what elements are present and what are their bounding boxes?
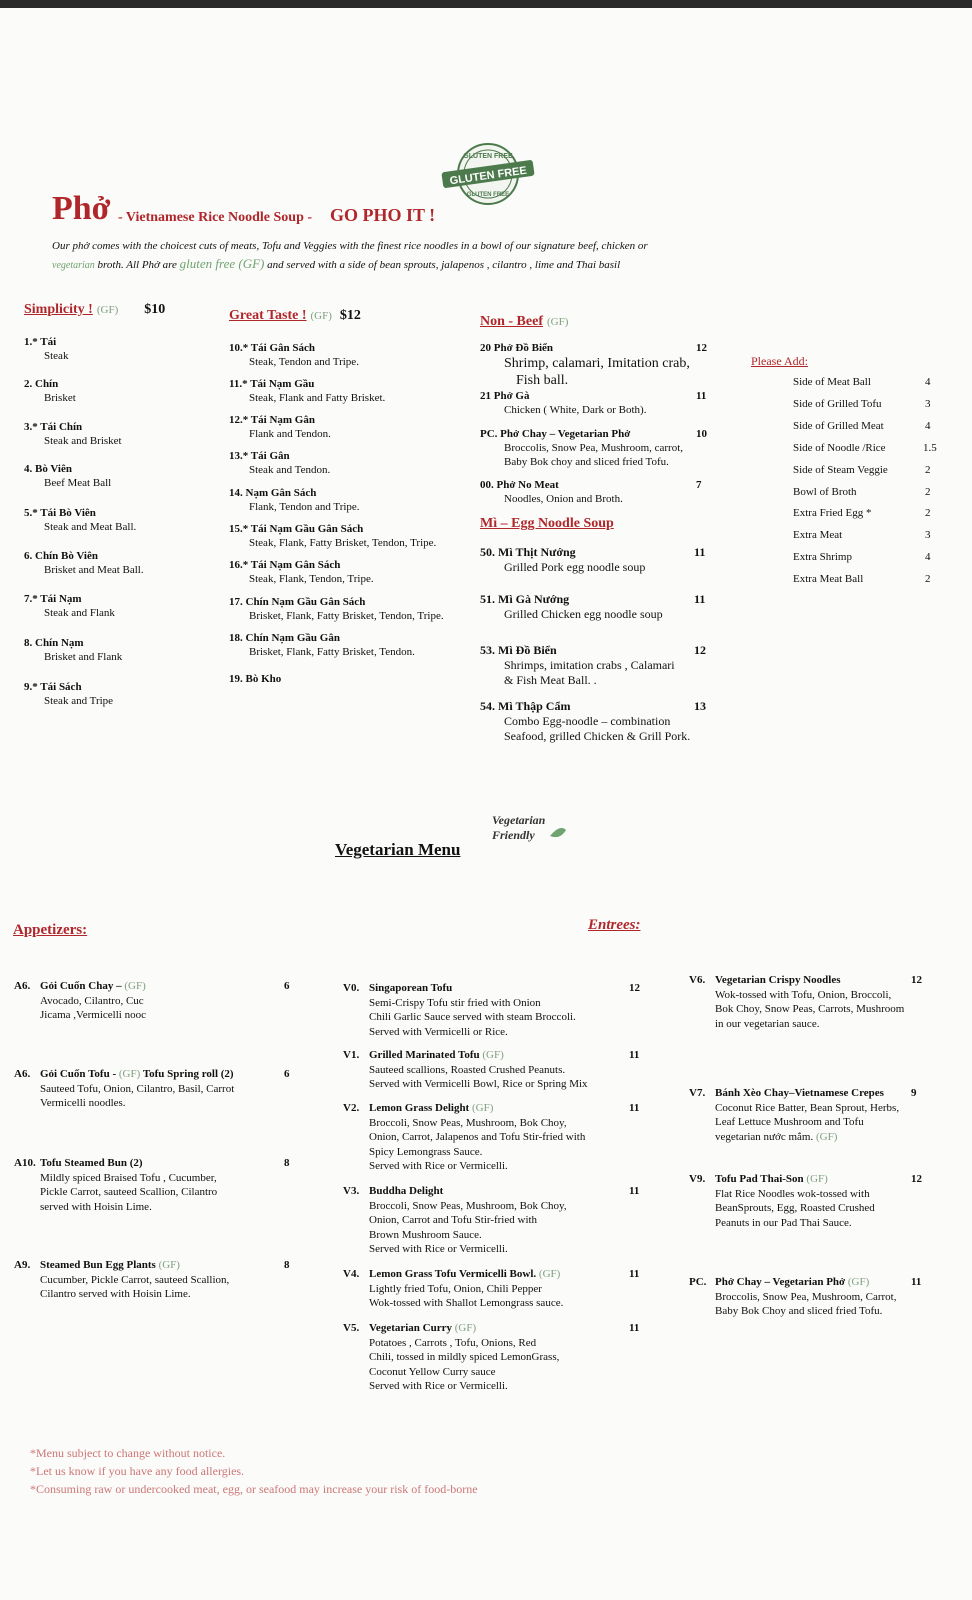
veg-item-price: 8	[284, 1157, 290, 1169]
menu-item-desc: Steak, Flank and Fatty Brisket.	[249, 392, 386, 404]
menu-item-name: 54. Mì Thập Cẩm	[480, 699, 571, 713]
menu-item	[24, 680, 214, 708]
veg-item-header	[14, 1258, 284, 1273]
menu-item-desc: Flank, Tendon and Tripe.	[249, 501, 360, 513]
veg-item	[14, 1258, 290, 1302]
gf-tag: (GF)	[471, 1102, 494, 1114]
menu-item-desc: Steak and Meat Ball.	[44, 521, 137, 533]
menu-item	[229, 672, 469, 686]
veg-item-name: Gỏi Cuốn Chay –	[40, 980, 122, 992]
veg-item-header	[343, 1267, 643, 1282]
veg-item-name: Steamed Bun Egg Plants	[40, 1259, 156, 1271]
veg-item-desc: Leaf Lettuce Mushroom and Tofu	[715, 1116, 864, 1128]
menu-item-desc: Grilled Chicken egg noodle soup	[504, 607, 663, 621]
veg-item-desc: Pickle Carrot, sauteed Scallion, Cilantro	[40, 1186, 218, 1198]
gf-tag: (GF)	[482, 1049, 504, 1061]
entrees-title: Entrees:	[588, 917, 641, 933]
pho-subtitle: - Vietnamese Rice Noodle Soup -	[118, 210, 313, 225]
veg-item-code: V2.	[343, 1102, 360, 1114]
veg-item-desc: Flat Rice Noodles wok-tossed with	[715, 1187, 870, 1200]
footer-notes	[30, 1444, 478, 1498]
veg-item-code: V5.	[343, 1322, 360, 1334]
veg-item-code: V9.	[689, 1173, 706, 1185]
veg-item-code: V0.	[343, 982, 360, 994]
menu-item	[229, 522, 469, 550]
veg-item	[689, 1086, 929, 1144]
gf-tag: (GF)	[806, 1173, 828, 1185]
menu-item-desc: Steak, Tendon and Tripe.	[249, 356, 359, 368]
vegetarian-menu-title: Vegetarian Menu	[335, 840, 461, 859]
veg-item-desc: BeanSprouts, Egg, Roasted Crushed	[715, 1202, 875, 1214]
veg-item-name: Tofu Pad Thai-Son	[715, 1173, 804, 1185]
footer-line: *Menu subject to change without notice.	[30, 1446, 226, 1460]
veg-item-name: Lemon Grass Tofu Vermicelli Bowl.	[369, 1268, 537, 1280]
menu-item-name: 13.* Tái Gân	[229, 450, 290, 462]
menu-item-desc: Brisket and Flank	[44, 651, 123, 663]
intro-text: Our phở comes with the choicest cuts of meats, Tofu and Veggies with the finest rice noodles in a bowl of our signature beef, chicken or vegetarian broth. All Phở are gluten free (GF) and served with a side of bean sprouts, jalapenos , cilantro , lime and Thai basil	[52, 240, 648, 271]
addon-label: Extra Meat Ball	[793, 573, 864, 586]
svg-text:GLUTEN FREE: GLUTEN FREE	[466, 192, 510, 198]
veg-item-price: 11	[629, 1185, 640, 1197]
veg-item-name: Lemon Grass Delight	[369, 1102, 470, 1114]
menu-item-name: 11.* Tái Nạm Gầu	[229, 378, 315, 390]
menu-item-name: 2. Chín	[24, 378, 59, 390]
addon-label: Side of Grilled Tofu	[793, 397, 882, 410]
menu-item	[229, 558, 469, 586]
veg-item-header	[343, 1184, 643, 1199]
menu-item-name: 15.* Tái Nạm Gầu Gân Sách	[229, 523, 364, 535]
veg-item-price: 12	[911, 1173, 922, 1185]
menu-item-name: 3.* Tái Chín	[24, 421, 83, 433]
veg-item-desc: Cucumber, Pickle Carrot, sauteed Scallion,	[40, 1273, 230, 1286]
addon-price: 3	[925, 397, 931, 410]
addon-label: Bowl of Broth	[793, 485, 857, 498]
gf-tag: (GF)	[118, 1068, 141, 1080]
menu-item-desc: Grilled Pork egg noodle soup	[504, 560, 646, 574]
gf-tag: (GF)	[815, 1130, 838, 1143]
veg-item-header	[689, 973, 929, 988]
veg-item-desc: Broccoli, Snow Peas, Mushroom, Bok Choy,	[369, 1116, 567, 1129]
menu-item	[480, 427, 710, 469]
menu-item	[24, 377, 214, 405]
veg-item-name-extra: Tofu Spring roll (2)	[140, 1068, 234, 1080]
veg-item-desc: Chili Garlic Sauce served with steam Broccoli.	[369, 1011, 576, 1023]
great-taste-header: Great Taste ! (GF) $12	[229, 308, 361, 323]
veg-item-code: V4.	[343, 1268, 360, 1280]
menu-item	[229, 377, 469, 405]
addon-item	[793, 573, 972, 585]
menu-item-name: 51. Mì Gà Nướng	[480, 592, 570, 606]
menu-item	[229, 341, 469, 369]
veg-item-desc: Broccoli, Snow Peas, Mushroom, Bok Choy,	[369, 1199, 567, 1212]
veg-item-name: Buddha Delight	[369, 1185, 444, 1197]
menu-item	[24, 636, 214, 664]
addon-label: Extra Shrimp	[793, 551, 852, 564]
menu-item-price: 12	[696, 342, 707, 354]
menu-item-name: 18. Chín Nạm Gầu Gân	[229, 632, 340, 644]
veg-item-name: Bánh Xèo Chay–Vietnamese Crepes	[715, 1087, 884, 1099]
appetizers-title: Appetizers:	[13, 922, 88, 938]
svg-text:GLUTEN FREE: GLUTEN FREE	[463, 153, 513, 160]
veg-item-desc-line	[689, 1130, 929, 1145]
menu-item-desc: Brisket and Meat Ball.	[44, 564, 144, 576]
non-beef-header: Non - Beef (GF)	[480, 314, 569, 329]
addon-price: 4	[925, 419, 931, 432]
veg-item-desc: Baby Bok Choy and sliced fried Tofu.	[715, 1305, 883, 1317]
veg-item-desc: Coconut Yellow Curry sauce	[369, 1365, 496, 1378]
veg-item-desc: Jicama ,Vermicelli nooc	[40, 1009, 146, 1021]
menu-item-desc: Steak and Tendon.	[249, 464, 331, 476]
menu-item-desc: Steak and Brisket	[44, 435, 122, 447]
veg-item-price: 6	[284, 1068, 290, 1080]
veg-item	[689, 1172, 929, 1230]
menu-item	[229, 486, 469, 514]
menu-item	[229, 413, 469, 441]
veg-item-desc: Spicy Lemongrass Sauce.	[369, 1145, 483, 1158]
menu-item-price: 11	[696, 390, 707, 402]
menu-item-desc: Shrimp, calamari, Imitation crab,	[504, 356, 690, 371]
menu-item-desc: Baby Bok choy and sliced fried Tofu.	[504, 456, 669, 468]
menu-item-desc: & Fish Meat Ball. .	[504, 673, 597, 687]
veg-item-price: 11	[629, 1322, 640, 1334]
addon-price: 2	[925, 507, 931, 520]
veg-item-code: A6.	[14, 980, 31, 992]
veg-item-name: Phở Chay – Vegetarian Phở	[715, 1276, 846, 1288]
menu-item-name: 10.* Tái Gân Sách	[229, 342, 315, 354]
menu-item-name: 12.* Tái Nạm Gân	[229, 414, 315, 426]
menu-item-name: 7.* Tái Nạm	[24, 593, 82, 605]
menu-item-desc: Brisket	[44, 392, 76, 404]
gf-tag: (GF)	[847, 1276, 870, 1288]
veg-item-desc: Lightly fried Tofu, Onion, Chili Pepper	[369, 1282, 542, 1295]
veg-item-header	[343, 1101, 643, 1116]
menu-item-name: 6. Chín Bò Viên	[24, 550, 98, 562]
menu-item-desc: Broccolis, Snow Pea, Mushroom, carrot,	[504, 442, 684, 454]
svg-text:GLUTEN FREE: GLUTEN FREE	[449, 164, 528, 188]
menu-item	[24, 549, 214, 577]
svg-text:Vegetarian: Vegetarian	[492, 813, 546, 827]
menu-item	[480, 341, 710, 389]
veg-item-header	[14, 1067, 284, 1082]
veg-item	[14, 979, 290, 1023]
veg-item-desc: Served with Vermicelli or Rice.	[369, 1025, 508, 1038]
gf-tag: (GF)	[124, 980, 146, 992]
addon-item	[793, 507, 972, 519]
menu-item	[24, 462, 214, 490]
menu-item-name: 8. Chín Nạm	[24, 637, 84, 649]
addon-price: 4	[925, 376, 931, 388]
menu-item-name: 21 Phở Gà	[480, 390, 530, 402]
veg-item	[343, 1321, 643, 1394]
veg-item-desc: Broccolis, Snow Pea, Mushroom, Carrot,	[715, 1290, 897, 1303]
veg-item-header	[689, 1172, 929, 1187]
footer-line: *Consuming raw or undercooked meat, egg, or seafood may increase your risk of food-borne	[30, 1482, 478, 1496]
menu-item-desc: Noodles, Onion and Broth.	[504, 493, 623, 505]
go-pho-it: GO PHO IT !	[330, 205, 436, 225]
menu-item-desc: Steak	[44, 350, 69, 362]
veg-item-desc: Served with Rice or Vermicelli.	[369, 1380, 508, 1392]
menu-item-desc: Steak, Flank, Fatty Brisket, Tendon, Tripe.	[249, 537, 437, 549]
veg-item-desc: Served with Vermicelli Bowl, Rice or Spring Mix	[369, 1078, 588, 1090]
menu-item	[24, 420, 214, 448]
menu-item-desc: Combo Egg-noodle – combination	[504, 714, 671, 728]
veg-item-code: V1.	[343, 1049, 360, 1061]
veg-item-desc: Coconut Rice Batter, Bean Sprout, Herbs,	[715, 1101, 900, 1114]
menu-item-name: 00. Phở No Meat	[480, 479, 559, 491]
menu-item	[24, 592, 214, 620]
addon-price: 2	[925, 573, 931, 586]
menu-item-desc: Flank and Tendon.	[249, 428, 331, 440]
veg-item-desc: Vermicelli noodles.	[40, 1097, 126, 1109]
addon-item	[793, 398, 972, 410]
menu-item	[24, 335, 214, 363]
addon-item	[793, 442, 972, 454]
veg-item-desc: Brown Mushroom Sauce.	[369, 1228, 482, 1241]
menu-item-price: 12	[694, 643, 706, 657]
menu-item-name: 53. Mì Đồ Biển	[480, 643, 557, 657]
menu-item-desc: Fish ball.	[516, 373, 569, 388]
veg-item	[343, 1184, 643, 1257]
menu-item-desc: Brisket, Flank, Fatty Brisket, Tendon.	[249, 646, 415, 658]
veg-item	[689, 1275, 929, 1319]
veg-item-code: A10.	[14, 1157, 36, 1169]
veg-item-header	[343, 1321, 643, 1336]
menu-item-desc: Shrimps, imitation crabs , Calamari	[504, 658, 675, 672]
addon-price: 3	[925, 529, 931, 542]
addon-item	[793, 420, 972, 432]
veg-item-header	[14, 979, 284, 994]
menu-item-price: 10	[696, 428, 707, 440]
addon-label: Side of Noodle /Rice	[793, 441, 886, 454]
menu-item	[229, 631, 469, 659]
menu-item-price: 11	[694, 545, 706, 559]
gluten-free-badge-icon	[440, 140, 536, 208]
menu-item-desc: Seafood, grilled Chicken & Grill Pork.	[504, 729, 691, 743]
veg-item-name: Grilled Marinated Tofu	[369, 1049, 480, 1061]
veg-item	[343, 1101, 643, 1174]
veg-item-header	[689, 1275, 929, 1290]
menu-item	[480, 478, 710, 506]
addon-label: Extra Meat	[793, 529, 843, 542]
addon-price: 1.5	[923, 441, 937, 454]
menu-item-name: 16.* Tái Nạm Gân Sách	[229, 559, 341, 571]
menu-item-name: 20 Phở Đồ Biển	[480, 342, 554, 354]
veg-item-price: 12	[629, 982, 640, 994]
please-add-title: Please Add:	[751, 354, 808, 368]
veg-item-price: 11	[629, 1268, 640, 1280]
veg-item-desc: Cilantro served with Hoisin Lime.	[40, 1288, 191, 1300]
menu-item-name: 9.* Tái Sách	[24, 681, 82, 693]
addon-item	[793, 486, 972, 498]
veg-item-desc: Potatoes , Carrots , Tofu, Onions, Red	[369, 1336, 537, 1349]
addon-item	[793, 376, 972, 388]
veg-item-code: V7.	[689, 1087, 706, 1099]
gf-tag: (GF)	[538, 1268, 561, 1280]
veg-item-desc: vegetarian nước mắm.	[715, 1130, 814, 1143]
veg-item-name: Vegetarian Curry	[369, 1322, 452, 1334]
pho-title: Phở	[52, 190, 111, 227]
menu-item-name: 50. Mì Thịt Nướng	[480, 545, 576, 559]
menu-item-name: 19. Bò Kho	[229, 673, 282, 685]
veg-item-desc: Bok Choy, Snow Peas, Carrots, Mushroom	[715, 1003, 905, 1015]
veg-item-desc: Sauteed Tofu, Onion, Cilantro, Basil, Carrot	[40, 1082, 235, 1095]
veg-item-desc: Served with Rice or Vermicelli.	[369, 1160, 508, 1172]
veg-item-code: PC.	[689, 1276, 707, 1288]
veg-item	[343, 1048, 643, 1092]
top-border	[0, 0, 972, 8]
addon-item	[793, 529, 972, 541]
veg-item-code: V3.	[343, 1185, 360, 1197]
veg-item-header	[343, 1048, 643, 1063]
veg-item-price: 11	[629, 1049, 640, 1061]
veg-item-desc: Onion, Carrot, Jalapenos and Tofu Stir-fried with	[369, 1131, 586, 1143]
veg-item-name: Tofu Steamed Bun (2)	[40, 1157, 143, 1169]
menu-item-name: 5.* Tái Bò Viên	[24, 507, 96, 519]
veg-item-price: 11	[911, 1276, 922, 1288]
veg-item-desc: Sauteed scallions, Roasted Crushed Peanuts.	[369, 1063, 566, 1076]
veg-item-desc: Avocado, Cilantro, Cuc	[40, 994, 144, 1007]
mi-header: Mì – Egg Noodle Soup	[480, 516, 614, 531]
addon-label: Side of Steam Veggie	[793, 463, 888, 476]
menu-item	[480, 643, 710, 688]
menu-item	[480, 545, 710, 575]
veg-item-price: 11	[629, 1102, 640, 1114]
veg-item-price: 6	[284, 980, 290, 992]
menu-item-name: 4. Bò Viên	[24, 463, 72, 475]
veg-item-desc: Wok-tossed with Tofu, Onion, Broccoli,	[715, 988, 892, 1001]
veg-item-desc: served with Hoisin Lime.	[40, 1200, 152, 1213]
menu-item-name: 17. Chín Nạm Gầu Gân Sách	[229, 596, 366, 608]
simplicity-header: Simplicity ! (GF) $10	[24, 302, 166, 317]
menu-item	[229, 595, 469, 623]
addon-price: 2	[925, 463, 931, 476]
menu-item	[24, 506, 214, 534]
veg-item-desc: Onion, Carrot and Tofu Stir-fried with	[369, 1214, 538, 1226]
gf-tag: (GF)	[454, 1322, 477, 1334]
veg-item-code: V6.	[689, 974, 706, 986]
menu-item-desc: Chicken ( White, Dark or Both).	[504, 404, 647, 416]
veg-item-desc: Mildly spiced Braised Tofu , Cucumber,	[40, 1171, 217, 1184]
veg-item-name: Vegetarian Crispy Noodles	[715, 974, 841, 986]
veg-item-code: A6.	[14, 1068, 31, 1080]
vegetarian-friendly-logo-icon	[488, 808, 568, 846]
menu-item-name: 14. Nạm Gân Sách	[229, 487, 317, 499]
menu-item	[480, 389, 710, 417]
menu-item	[480, 699, 710, 744]
veg-item-price: 12	[911, 974, 922, 986]
veg-item-desc: Chili, tossed in mildly spiced LemonGrass,	[369, 1351, 560, 1363]
footer-line: *Let us know if you have any food allergies.	[30, 1464, 245, 1478]
addon-item	[793, 464, 972, 476]
menu-item-name: 1.* Tái	[24, 336, 57, 348]
veg-item-desc: Semi-Crispy Tofu stir fried with Onion	[369, 996, 541, 1009]
veg-item-desc: Peanuts in our Pad Thai Sauce.	[715, 1216, 852, 1229]
veg-item-desc: in our vegetarian sauce.	[715, 1017, 820, 1030]
veg-item-price: 8	[284, 1259, 290, 1271]
veg-item	[343, 981, 643, 1039]
veg-item-desc: Served with Rice or Vermicelli.	[369, 1243, 508, 1255]
addon-item	[793, 551, 972, 563]
veg-item-name: Gỏi Cuốn Tofu -	[40, 1068, 119, 1080]
addon-price: 4	[925, 551, 931, 564]
menu-item-desc: Steak, Flank, Tendon, Tripe.	[249, 573, 374, 585]
gf-tag: (GF)	[158, 1259, 180, 1271]
veg-item-header	[689, 1086, 929, 1101]
veg-item-price: 9	[911, 1087, 917, 1099]
svg-text:Friendly: Friendly	[492, 828, 535, 842]
menu-item-desc: Steak and Flank	[44, 607, 115, 619]
addon-label: Side of Grilled Meat	[793, 419, 884, 432]
veg-item-header	[14, 1156, 284, 1171]
veg-item-header	[343, 981, 643, 996]
menu-item-price: 11	[694, 592, 706, 606]
menu-item	[229, 449, 469, 477]
addon-label: Extra Fried Egg *	[793, 507, 872, 520]
menu-item-name: PC. Phở Chay – Vegetarian Phở	[480, 428, 631, 440]
addon-price: 2	[925, 485, 931, 498]
veg-item	[689, 973, 929, 1031]
menu-item-price: 7	[696, 479, 702, 491]
veg-item	[343, 1267, 643, 1311]
menu-item-desc: Beef Meat Ball	[44, 477, 112, 489]
veg-item-name: Singaporean Tofu	[369, 982, 453, 994]
menu-item-desc: Steak and Tripe	[44, 695, 114, 707]
menu-item-price: 13	[694, 699, 706, 713]
menu-item	[480, 592, 710, 622]
veg-item-code: A9.	[14, 1259, 31, 1271]
addon-label: Side of Meat Ball	[793, 376, 871, 388]
veg-item	[14, 1067, 290, 1111]
veg-item	[14, 1156, 290, 1214]
veg-item-desc: Wok-tossed with Shallot Lemongrass sauce.	[369, 1297, 564, 1309]
menu-item-desc: Brisket, Flank, Fatty Brisket, Tendon, Tripe.	[249, 610, 444, 622]
